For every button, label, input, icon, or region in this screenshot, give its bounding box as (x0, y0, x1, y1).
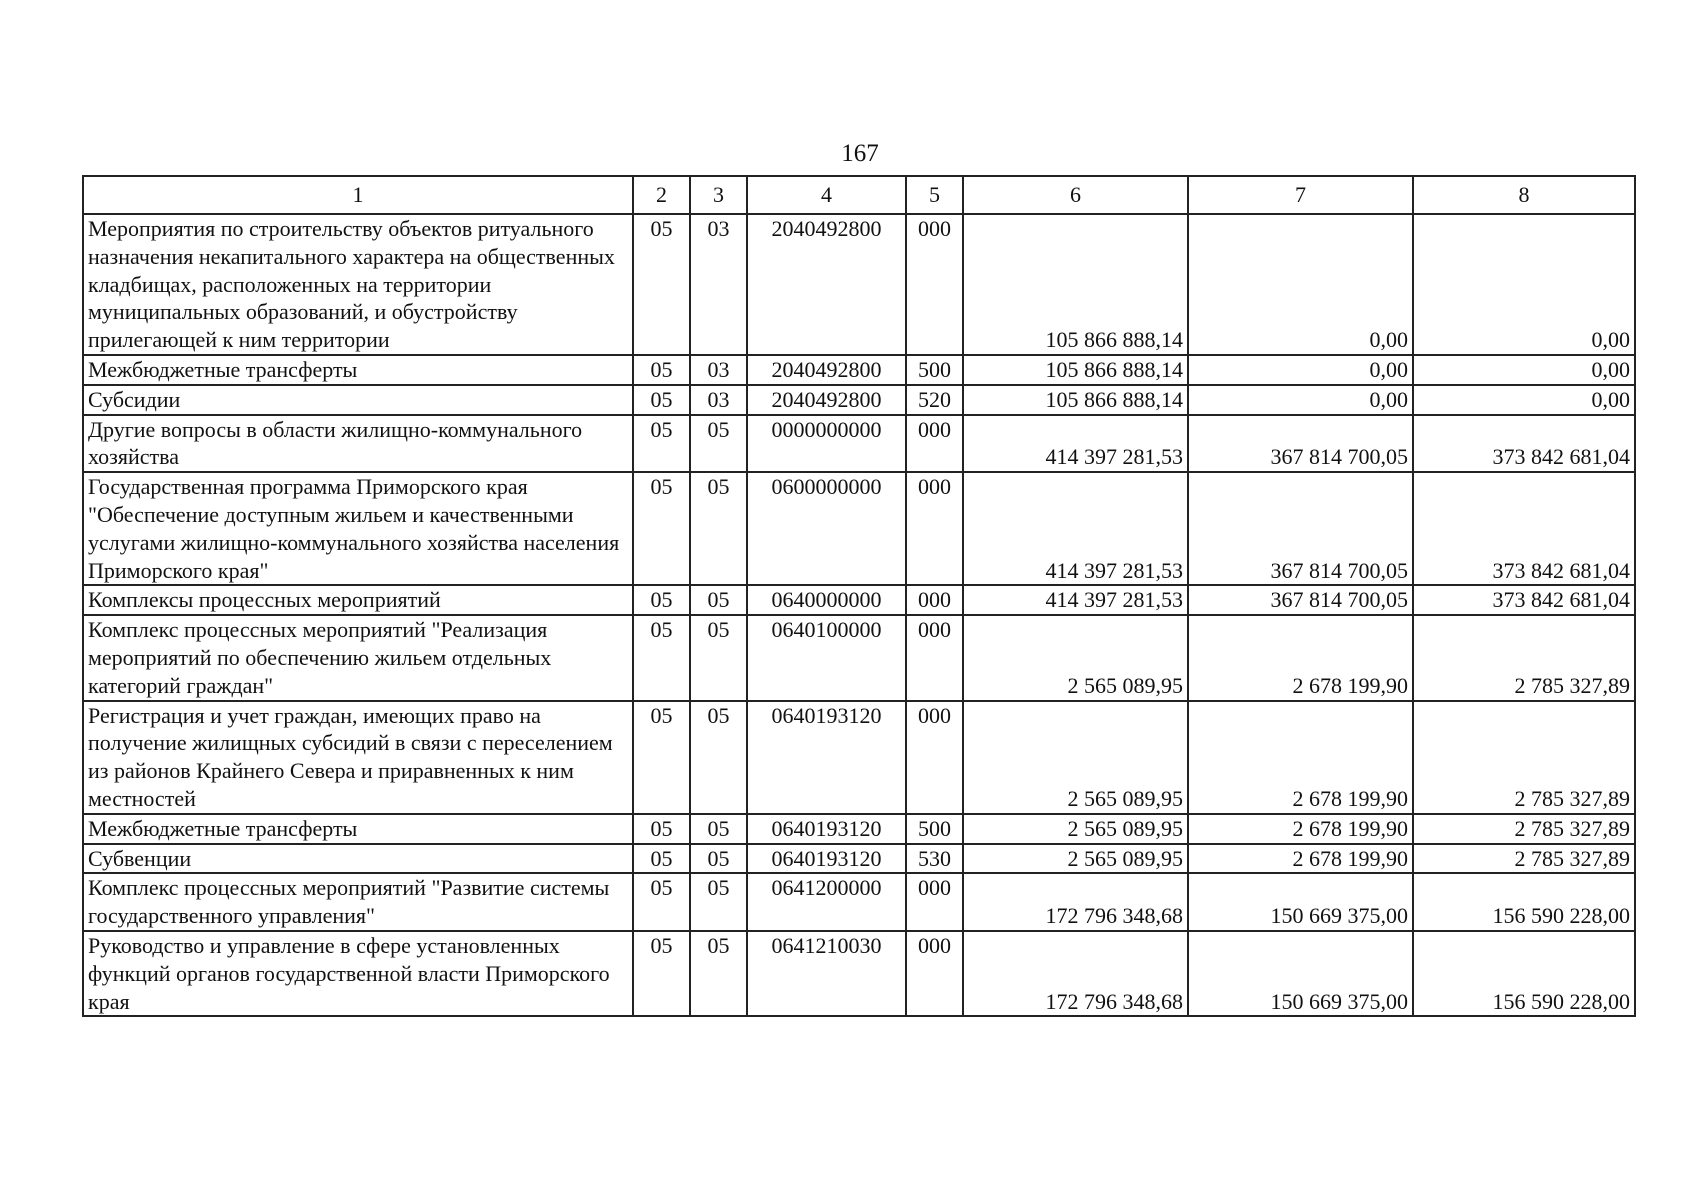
subsection-code: 03 (690, 214, 747, 355)
column-header-8: 8 (1413, 176, 1635, 214)
table-row (83, 873, 1635, 931)
subsection-code: 05 (690, 615, 747, 700)
table-row (83, 355, 1635, 385)
amount-col-6: 105 866 888,14 (963, 355, 1188, 385)
section-code: 05 (633, 355, 690, 385)
target-article-code: 2040492800 (747, 355, 906, 385)
expense-type-code: 000 (906, 415, 963, 473)
amount-col-7: 150 669 375,00 (1188, 931, 1413, 1016)
expense-type-code: 530 (906, 844, 963, 874)
amount-col-6: 105 866 888,14 (963, 214, 1188, 355)
subsection-code: 05 (690, 873, 747, 931)
amount-col-6: 172 796 348,68 (963, 931, 1188, 1016)
column-header-2: 2 (633, 176, 690, 214)
amount-col-8: 156 590 228,00 (1413, 931, 1635, 1016)
table-row (83, 701, 1635, 814)
target-article-code: 0000000000 (747, 415, 906, 473)
column-header-4: 4 (747, 176, 906, 214)
amount-col-7: 2 678 199,90 (1188, 615, 1413, 700)
column-header-1: 1 (83, 176, 633, 214)
row-name: Комплекс процессных мероприятий "Реализация мероприятий по обеспечению жильем отдельных категорий граждан" (83, 615, 633, 700)
row-name: Регистрация и учет граждан, имеющих право на получение жилищных субсидий в связи с переселением из районов Крайнего Севера и приравненных к ним местностей (83, 701, 633, 814)
section-code: 05 (633, 472, 690, 585)
amount-col-6: 2 565 089,95 (963, 814, 1188, 844)
amount-col-8: 373 842 681,04 (1413, 472, 1635, 585)
expense-type-code: 520 (906, 385, 963, 415)
section-code: 05 (633, 415, 690, 473)
row-name: Межбюджетные трансферты (83, 355, 633, 385)
row-name: Межбюджетные трансферты (83, 814, 633, 844)
amount-col-7: 0,00 (1188, 385, 1413, 415)
table-row (83, 814, 1635, 844)
amount-col-6: 414 397 281,53 (963, 415, 1188, 473)
column-header-5: 5 (906, 176, 963, 214)
row-name: Субвенции (83, 844, 633, 874)
amount-col-7: 2 678 199,90 (1188, 814, 1413, 844)
amount-col-6: 105 866 888,14 (963, 385, 1188, 415)
column-header-3: 3 (690, 176, 747, 214)
section-code: 05 (633, 931, 690, 1016)
amount-col-8: 0,00 (1413, 214, 1635, 355)
amount-col-8: 373 842 681,04 (1413, 585, 1635, 615)
subsection-code: 05 (690, 415, 747, 473)
table-row (83, 214, 1635, 355)
amount-col-8: 0,00 (1413, 355, 1635, 385)
row-name: Государственная программа Приморского края "Обеспечение доступным жильем и качественными услугами жилищно-коммунального хозяйства населения Приморского края" (83, 472, 633, 585)
amount-col-8: 2 785 327,89 (1413, 844, 1635, 874)
subsection-code: 05 (690, 844, 747, 874)
amount-col-7: 0,00 (1188, 355, 1413, 385)
target-article-code: 0641210030 (747, 931, 906, 1016)
table-row (83, 472, 1635, 585)
table-row (83, 585, 1635, 615)
amount-col-6: 414 397 281,53 (963, 585, 1188, 615)
target-article-code: 0640193120 (747, 701, 906, 814)
expense-type-code: 000 (906, 214, 963, 355)
subsection-code: 03 (690, 355, 747, 385)
section-code: 05 (633, 385, 690, 415)
amount-col-6: 2 565 089,95 (963, 701, 1188, 814)
section-code: 05 (633, 873, 690, 931)
amount-col-8: 2 785 327,89 (1413, 701, 1635, 814)
expense-type-code: 000 (906, 615, 963, 700)
target-article-code: 2040492800 (747, 385, 906, 415)
row-name: Субсидии (83, 385, 633, 415)
amount-col-7: 367 814 700,05 (1188, 585, 1413, 615)
subsection-code: 03 (690, 385, 747, 415)
column-header-7: 7 (1188, 176, 1413, 214)
expense-type-code: 000 (906, 931, 963, 1016)
budget-table (82, 175, 1636, 1017)
row-name: Комплексы процессных мероприятий (83, 585, 633, 615)
row-name: Другие вопросы в области жилищно-коммунального хозяйства (83, 415, 633, 473)
amount-col-8: 2 785 327,89 (1413, 814, 1635, 844)
row-name: Руководство и управление в сфере установленных функций органов государственной власти Приморского края (83, 931, 633, 1016)
amount-col-8: 373 842 681,04 (1413, 415, 1635, 473)
page-number: 167 (841, 140, 879, 167)
section-code: 05 (633, 701, 690, 814)
subsection-code: 05 (690, 814, 747, 844)
amount-col-6: 2 565 089,95 (963, 844, 1188, 874)
target-article-code: 0640193120 (747, 814, 906, 844)
table-row (83, 844, 1635, 874)
target-article-code: 0640193120 (747, 844, 906, 874)
target-article-code: 0640000000 (747, 585, 906, 615)
expense-type-code: 500 (906, 355, 963, 385)
table-row (83, 931, 1635, 1016)
target-article-code: 0600000000 (747, 472, 906, 585)
table-row (83, 415, 1635, 473)
amount-col-6: 2 565 089,95 (963, 615, 1188, 700)
subsection-code: 05 (690, 931, 747, 1016)
amount-col-7: 150 669 375,00 (1188, 873, 1413, 931)
amount-col-6: 414 397 281,53 (963, 472, 1188, 585)
amount-col-8: 0,00 (1413, 385, 1635, 415)
subsection-code: 05 (690, 701, 747, 814)
row-name: Комплекс процессных мероприятий "Развитие системы государственного управления" (83, 873, 633, 931)
amount-col-7: 2 678 199,90 (1188, 844, 1413, 874)
amount-col-7: 367 814 700,05 (1188, 472, 1413, 585)
target-article-code: 0641200000 (747, 873, 906, 931)
amount-col-8: 2 785 327,89 (1413, 615, 1635, 700)
section-code: 05 (633, 214, 690, 355)
table-row (83, 615, 1635, 700)
column-header-6: 6 (963, 176, 1188, 214)
subsection-code: 05 (690, 472, 747, 585)
section-code: 05 (633, 814, 690, 844)
expense-type-code: 000 (906, 873, 963, 931)
expense-type-code: 000 (906, 585, 963, 615)
section-code: 05 (633, 585, 690, 615)
target-article-code: 2040492800 (747, 214, 906, 355)
amount-col-7: 2 678 199,90 (1188, 701, 1413, 814)
expense-type-code: 000 (906, 701, 963, 814)
amount-col-7: 0,00 (1188, 214, 1413, 355)
subsection-code: 05 (690, 585, 747, 615)
amount-col-6: 172 796 348,68 (963, 873, 1188, 931)
target-article-code: 0640100000 (747, 615, 906, 700)
section-code: 05 (633, 844, 690, 874)
table-row (83, 385, 1635, 415)
header-row (83, 176, 1635, 214)
expense-type-code: 000 (906, 472, 963, 585)
section-code: 05 (633, 615, 690, 700)
expense-type-code: 500 (906, 814, 963, 844)
row-name: Мероприятия по строительству объектов ритуального назначения некапитального характера на общественных кладбищах, расположенных на территории муниципальных образований, и обустройству прилегающей к ним территории (83, 214, 633, 355)
amount-col-7: 367 814 700,05 (1188, 415, 1413, 473)
amount-col-8: 156 590 228,00 (1413, 873, 1635, 931)
